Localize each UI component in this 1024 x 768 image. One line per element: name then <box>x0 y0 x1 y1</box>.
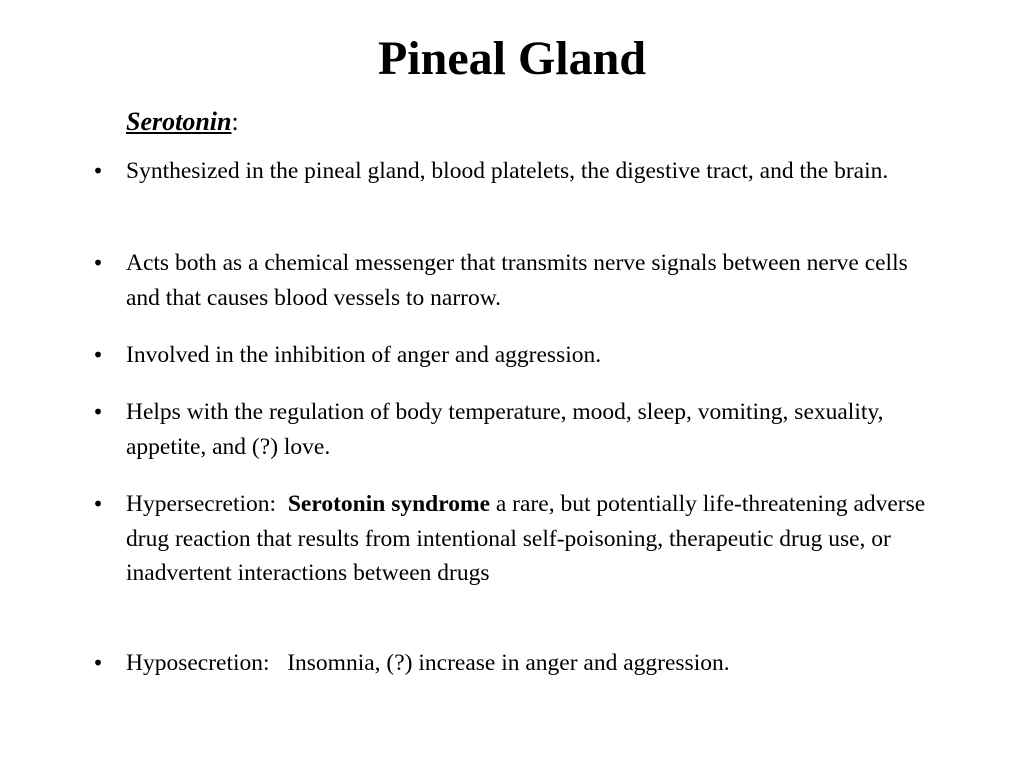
bullet-icon: • <box>92 400 104 424</box>
hypersecretion-label: Hypersecretion: <box>126 491 288 517</box>
subheading-colon: : <box>231 107 239 136</box>
bullet-item-hypersecretion <box>92 487 946 591</box>
bullet-item-inhibition <box>92 338 946 373</box>
bullet-item-synthesis <box>92 154 946 189</box>
bullet-icon: • <box>92 343 104 367</box>
bullet-icon: • <box>92 251 104 275</box>
subheading <box>126 106 239 137</box>
bullet-text: Hyposecretion: Insomnia, (?) increase in anger and aggression. <box>126 650 730 676</box>
bullet-text <box>126 491 925 586</box>
slide-title: Pineal Gland <box>377 32 647 85</box>
bullet-icon: • <box>92 651 104 675</box>
bullet-text: Involved in the inhibition of anger and aggression. <box>126 342 602 368</box>
hypersecretion-description: a rare, but potentially life-threatening adverse drug reaction that results from intentional self-poisoning, therapeutic drug use, or inadvertent interactions between drugs <box>126 491 926 586</box>
bullet-item-hyposecretion <box>92 646 946 681</box>
bullet-item-messenger <box>92 246 946 315</box>
serotonin-syndrome-term: Serotonin syndrome <box>287 491 490 517</box>
bullet-icon: • <box>92 492 104 516</box>
subheading-term: Serotonin <box>126 107 232 136</box>
bullet-text: Synthesized in the pineal gland, blood platelets, the digestive tract, and the brain. <box>126 158 889 184</box>
bullet-item-regulation <box>92 395 946 464</box>
bullet-text: Helps with the regulation of body temperature, mood, sleep, vomiting, sexuality, appetite, and (?) love. <box>126 399 884 460</box>
bullet-icon: • <box>92 159 104 183</box>
bullet-text: Acts both as a chemical messenger that transmits nerve signals between nerve cells and that causes blood vessels to narrow. <box>126 250 908 311</box>
